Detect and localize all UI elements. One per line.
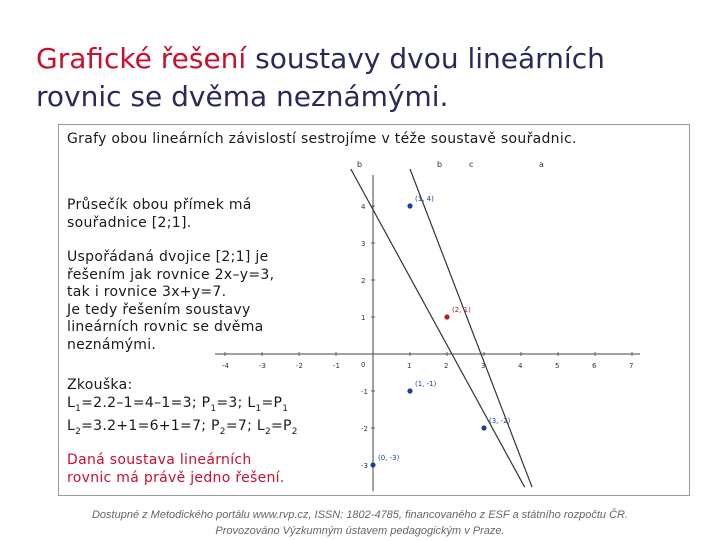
title-highlight: Grafické řešení bbox=[36, 42, 247, 75]
graph-point bbox=[407, 203, 412, 208]
ordered-pair-text bbox=[67, 249, 274, 355]
conclusion-text bbox=[67, 452, 285, 487]
intro-text: Grafy obou lineárních závislostí sestrojíme v téže soustavě souřadnic. bbox=[67, 131, 577, 147]
graph-point bbox=[370, 462, 375, 467]
ordered-pair-line: Je tedy řešením soustavy bbox=[67, 301, 251, 318]
x-tick-label: -4 bbox=[222, 362, 229, 370]
point-label: (0, -3) bbox=[378, 454, 400, 462]
conclusion-line: rovnic má právě jedno řešení. bbox=[67, 469, 285, 486]
y-tick-label: 4 bbox=[361, 203, 366, 211]
graph-line-b bbox=[351, 169, 525, 487]
ordered-pair-line: lineárních rovnic se dvěma bbox=[67, 319, 264, 336]
intersection-text bbox=[67, 197, 252, 232]
line-name-label: a bbox=[539, 160, 544, 169]
footer bbox=[0, 507, 720, 539]
x-tick-label: -2 bbox=[296, 362, 303, 370]
ordered-pair-line: neznámými. bbox=[67, 336, 157, 353]
x-tick-label: 0 bbox=[361, 361, 366, 369]
graph-point bbox=[481, 425, 486, 430]
title-rest: soustavy dvou lineárních bbox=[246, 42, 605, 75]
y-tick-label: -2 bbox=[361, 425, 368, 433]
ordered-pair-line: Uspořádaná dvojice [2;1] je bbox=[67, 249, 269, 265]
y-tick-label: 1 bbox=[361, 314, 366, 322]
slide-title bbox=[36, 40, 696, 116]
point-label: (1, -1) bbox=[415, 380, 437, 388]
point-label: (1, 4) bbox=[415, 195, 434, 203]
y-tick-label: -3 bbox=[361, 462, 368, 470]
check-text bbox=[67, 377, 298, 441]
x-tick-label: 6 bbox=[592, 362, 597, 370]
point-label: (2, 1) bbox=[452, 306, 471, 314]
footer-line-1: Dostupné z Metodického portálu www.rvp.cz, ISSN: 1802-4785, financovaného z ESF a státního rozpočtu ČR. bbox=[91, 509, 629, 521]
line-name-label: c bbox=[469, 160, 474, 169]
graph-point bbox=[407, 388, 412, 393]
y-tick-label: -1 bbox=[361, 388, 368, 396]
x-tick-label: 5 bbox=[555, 362, 560, 370]
content-panel bbox=[58, 124, 690, 496]
y-tick-label: 3 bbox=[361, 240, 366, 248]
graph-line-c bbox=[410, 169, 532, 487]
x-tick-label: 7 bbox=[629, 362, 634, 370]
check-line-1: $L_1=2.2-1=4-1=3$; $P_1=3$; $L_1=P_1$ bbox=[67, 394, 289, 414]
intersection-line: Průsečík obou přímek má bbox=[67, 197, 252, 213]
graph-point bbox=[444, 314, 449, 319]
x-tick-label: -1 bbox=[333, 362, 340, 370]
ordered-pair-line: řešením jak rovnice 2x–y=3, bbox=[67, 266, 275, 283]
point-label: (3, -2) bbox=[489, 417, 511, 425]
x-tick-label: 4 bbox=[518, 362, 523, 370]
title-line2: rovnic se dvěma neznámými. bbox=[36, 80, 449, 113]
intersection-line: souřadnice [2;1]. bbox=[67, 214, 192, 231]
conclusion-line: Daná soustava lineárních bbox=[67, 452, 252, 468]
line-name-label: b bbox=[437, 160, 443, 169]
x-tick-label: 1 bbox=[407, 362, 412, 370]
footer-line-2: Provozováno Výzkumným ústavem pedagogickým v Praze. bbox=[215, 525, 505, 537]
line-name-label: b bbox=[357, 160, 363, 169]
ordered-pair-line: tak i rovnice 3x+y=7. bbox=[67, 284, 227, 301]
x-tick-label: -3 bbox=[259, 362, 266, 370]
check-label: Zkouška: bbox=[67, 377, 133, 393]
x-tick-label: 2 bbox=[444, 362, 449, 370]
x-tick-label: 3 bbox=[481, 362, 486, 370]
check-line-2: $L_2=3.2+1=6+1=7$; $P_2=7$; $L_2=P_2$ bbox=[67, 417, 298, 437]
y-tick-label: 2 bbox=[361, 277, 366, 285]
